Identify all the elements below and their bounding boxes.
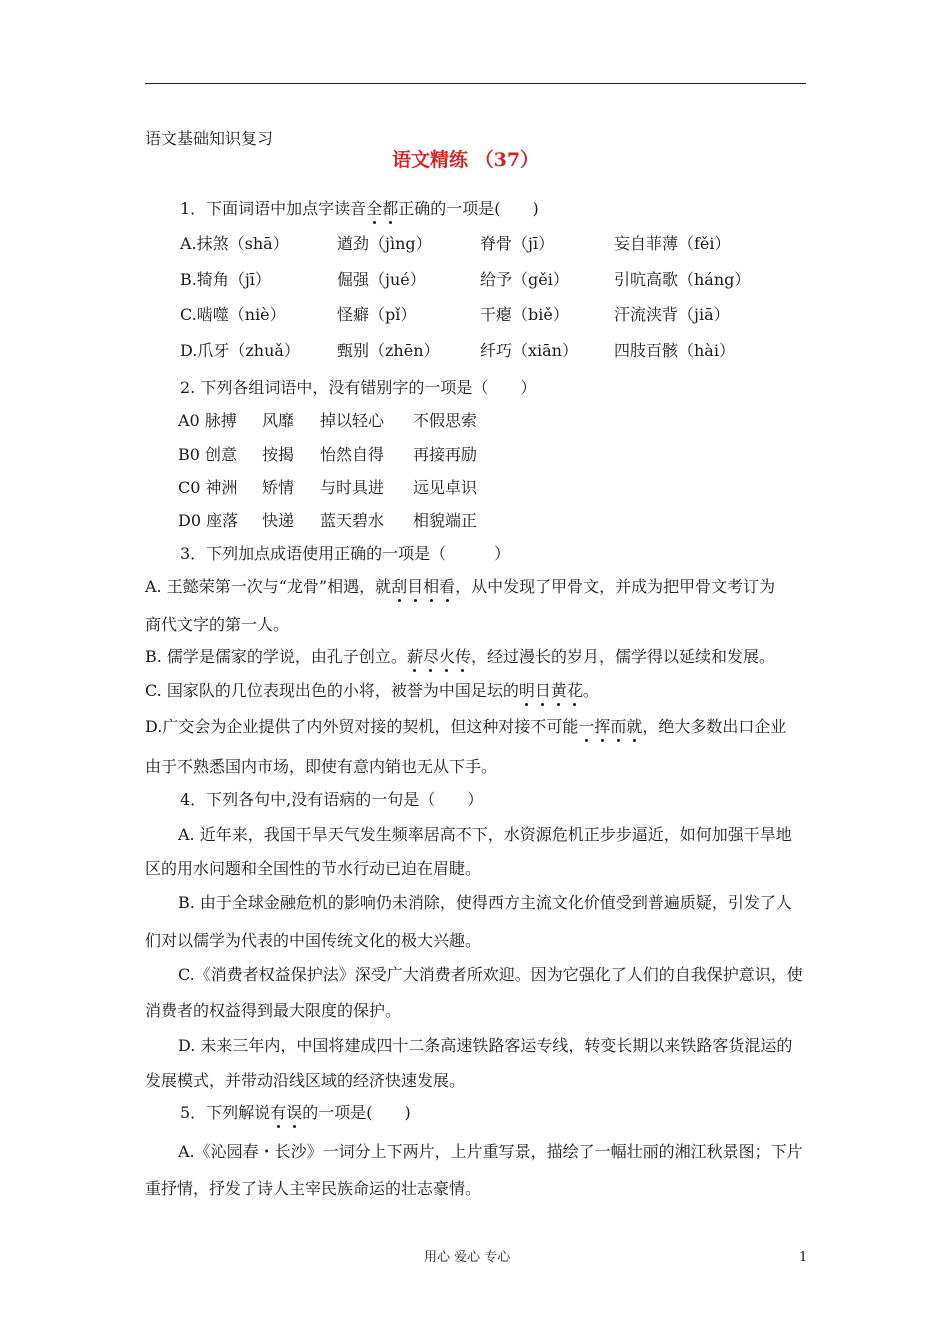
emphasis-dot-char: 黄 (550, 681, 567, 700)
q2-b-word2: 按揭 (262, 445, 295, 464)
q4-option-d-line2: 发展模式，并带动沿线区域的经济快速发展。 (145, 1071, 466, 1090)
emphasis-dot-char: 薪 (406, 647, 423, 666)
page-number: 1 (799, 1250, 808, 1265)
emphasis-dot-char: 全 (366, 199, 383, 218)
emphasis-dot-char: 就 (626, 717, 643, 736)
emphasis-dot-char: 一 (578, 717, 595, 736)
emphasis-dot-char: 花 (566, 681, 583, 700)
q3-option-a-line1: A. 王懿荣第一次与“龙骨”相遇，就刮目相看，从中发现了甲骨文，并成为把甲骨文考订为 (145, 577, 776, 596)
q1-b-word1: B.犄角（jī） (180, 270, 271, 289)
q3-option-b: B. 儒学是儒家的学说，由孔子创立。薪尽火传，经过漫长的岁月，儒学得以延续和发展。 (145, 647, 776, 666)
q4-option-a-line2: 区的用水问题和全国性的节水行动已迫在眉睫。 (145, 859, 482, 878)
q1-a-word4: 妄自菲薄（fěi） (614, 234, 731, 253)
q3-option-d-line1: D.广交会为企业提供了内外贸对接的契机，但这种对接不可能一挥而就，绝大多数出口企业 (145, 717, 787, 736)
q2-d-word2: 快递 (262, 511, 295, 530)
emphasis-dot-char: 而 (610, 717, 627, 736)
q3-option-c: C. 国家队的几位表现出色的小将，被誉为中国足坛的明日黄花。 (145, 681, 599, 700)
q3-option-d-line2: 由于不熟悉国内市场，即使有意内销也无从下手。 (145, 757, 498, 776)
q1-c-word3: 干瘪（biě） (480, 305, 569, 324)
q4-option-b-line2: 们对以儒学为代表的中国传统文化的极大兴趣。 (145, 931, 482, 950)
q2-a-word1: A0 脉搏 (178, 411, 237, 430)
q2-d-word1: D0 座落 (178, 511, 239, 530)
subject-label: 语文基础知识复习 (145, 129, 274, 148)
emphasis-dot-char: 传 (454, 647, 471, 666)
emphasis-dot-char: 相 (423, 577, 440, 596)
emphasis-dot-char: 目 (407, 577, 424, 596)
q1-stem: 1．下面词语中加点字读音全都正确的一项是( ) (180, 199, 539, 218)
emphasis-dot-char: 刮 (391, 577, 408, 596)
q2-d-word4: 相貌端正 (413, 511, 478, 530)
footer-motto: 用心 爱心 专心 (424, 1250, 511, 1265)
q1-b-word3: 给予（gěi） (480, 270, 569, 289)
q1-c-word4: 汗流浃背（jiā） (614, 305, 730, 324)
q1-c-word1: C.啮噬（niè） (180, 305, 286, 324)
q2-stem: 2. 下列各组词语中，没有错别字的一项是（ ） (180, 378, 537, 397)
page-title: 语文精练 （37） (392, 149, 540, 171)
q4-option-d-line1: D. 未来三年内，中国将建成四十二条高速铁路客运专线，转变长期以来铁路客货混运的 (178, 1036, 793, 1055)
q1-d-word3: 纤巧（xiān） (480, 341, 578, 360)
q4-option-b-line1: B. 由于全球金融危机的影响仍未消除，使得西方主流文化价值受到普遍质疑，引发了人 (178, 893, 792, 912)
q1-c-word2: 怪癖（pǐ） (337, 305, 417, 324)
q1-a-word3: 脊骨（jī） (480, 234, 555, 253)
q1-d-word1: D.爪牙（zhuǎ） (180, 341, 300, 360)
q5-option-a-line2: 重抒情，抒发了诗人主宰民族命运的壮志豪情。 (145, 1179, 482, 1198)
q1-d-word4: 四肢百骸（hài） (614, 341, 735, 360)
q2-b-word1: B0 创意 (178, 445, 238, 464)
header-rule (145, 83, 806, 84)
emphasis-dotted-text (391, 577, 455, 596)
emphasis-dot-char: 火 (438, 647, 455, 666)
emphasis-dotted-text (270, 1103, 302, 1122)
q4-option-c-line1: C.《消费者权益保护法》深受广大消费者所欢迎。因为它强化了人们的自我保护意识，使 (178, 965, 803, 984)
q1-a-word1: A.抹煞（shā） (180, 234, 289, 253)
emphasis-dotted-text (366, 199, 398, 218)
q2-d-word3: 蓝天碧水 (320, 511, 385, 530)
emphasis-dot-char: 有 (270, 1103, 287, 1122)
q5-stem: 5．下列解说有误的一项是( ) (180, 1103, 411, 1122)
q2-a-word4: 不假思索 (413, 411, 478, 430)
q3-stem: 3．下列加点成语使用正确的一项是（ ） (180, 544, 511, 563)
emphasis-dotted-text (519, 681, 583, 700)
q3-option-a-line2: 商代文字的第一人。 (145, 615, 290, 634)
emphasis-dot-char: 看 (439, 577, 456, 596)
q2-a-word2: 风靡 (262, 411, 295, 430)
q1-a-word2: 遒劲（jìng） (337, 234, 432, 253)
q4-option-a-line1: A. 近年来，我国干旱天气发生频率居高不下，水资源危机正步步逼近，如何加强干旱地 (178, 825, 792, 844)
emphasis-dot-char: 都 (382, 199, 399, 218)
q5-option-a-line1: A.《沁园春・长沙》一词分上下两片，上片重写景，描绘了一幅壮丽的湘江秋景图；下片 (178, 1142, 803, 1161)
emphasis-dotted-text (407, 647, 471, 666)
q2-c-word1: C0 神洲 (178, 478, 238, 497)
emphasis-dot-char: 误 (286, 1103, 303, 1122)
q1-d-word2: 甄别（zhēn） (337, 341, 440, 360)
emphasis-dot-char: 明 (518, 681, 535, 700)
q2-c-word3: 与时具进 (320, 478, 385, 497)
emphasis-dot-char: 日 (534, 681, 551, 700)
q2-c-word2: 矫情 (262, 478, 295, 497)
q2-c-word4: 远见卓识 (413, 478, 478, 497)
emphasis-dot-char: 尽 (422, 647, 439, 666)
q4-stem: 4．下列各句中,没有语病的一句是（ ） (180, 790, 484, 809)
q2-b-word4: 再接再励 (413, 445, 478, 464)
emphasis-dot-char: 挥 (594, 717, 611, 736)
q1-b-word2: 倔强（jué） (337, 270, 426, 289)
emphasis-dotted-text (578, 717, 642, 736)
q2-a-word3: 掉以轻心 (320, 411, 385, 430)
q2-b-word3: 怡然自得 (320, 445, 385, 464)
q1-b-word4: 引吭高歌（háng） (614, 270, 751, 289)
q4-option-c-line2: 消费者的权益得到最大限度的保护。 (145, 1001, 402, 1020)
